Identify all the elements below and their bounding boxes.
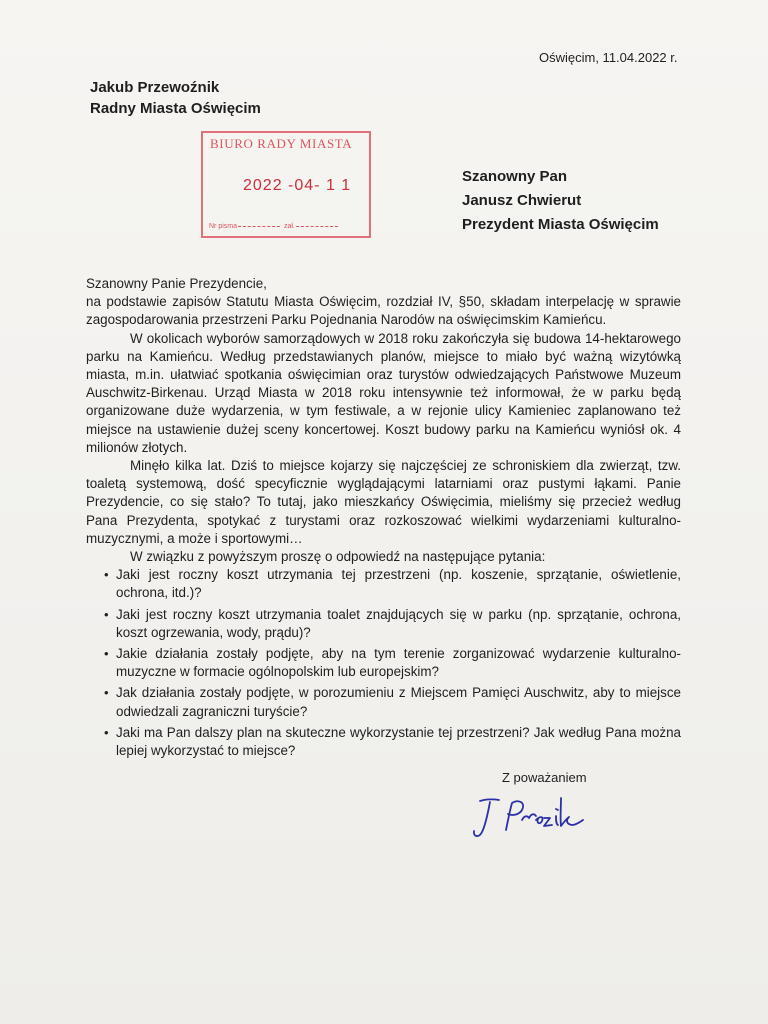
closing-phrase: Z poważaniem bbox=[502, 770, 587, 785]
recipient-name: Janusz Chwierut bbox=[462, 192, 582, 209]
stamp-nr-label: Nr pisma bbox=[209, 223, 238, 230]
question-intro: W związku z powyższym proszę o odpowiedź na następujące pytania: bbox=[130, 549, 546, 565]
stamp-title: BIURO RADY MIASTA bbox=[210, 136, 353, 151]
question-text: Jak działania zostały podjęte, w porozumieniu z Miejscem Pamięci Auschwitz, aby to miejsce odwiedzali zagraniczni turyście? bbox=[116, 685, 681, 719]
question-text: Jaki jest roczny koszt utrzymania tej przestrzeni (np. koszenie, sprzątanie, oświetlenie, ochrona, itd.)? bbox=[116, 567, 681, 601]
paragraph-current-state: Minęło kilka lat. Dziś to miejsce kojarzy się najczęściej ze schroniskiem dla zwierząt, tzw. toaletą systemową, dość specyficznie wyglądającymi latarniami oraz pustymi łąkami. Panie Prezydencie, co się stało? To tutaj, jako mieszkańcy Oświęcimia, mieliśmy się przecież według Pana Prezydenta, spotykać z turystami oraz rozkoszować wielkimi wydarzeniami kulturalno-muzycznymi, a może i sportowymi… bbox=[86, 458, 681, 546]
stamp-footer bbox=[209, 223, 340, 230]
stamp-zal-label: zał. bbox=[283, 223, 295, 230]
author-name: Jakub Przewoźnik bbox=[90, 79, 220, 96]
bullet-icon: • bbox=[104, 685, 109, 701]
bullet-icon: • bbox=[104, 606, 109, 622]
bullet-icon: • bbox=[104, 646, 109, 662]
stamp-zal-line bbox=[296, 226, 338, 227]
date-line: Oświęcim, 11.04.2022 r. bbox=[539, 50, 678, 65]
stamp-nr-line bbox=[238, 226, 280, 227]
question-list bbox=[86, 566, 681, 760]
question-text: Jakie działania zostały podjęte, aby na tym terenie zorganizować wydarzenie kulturalno-muzyczne w formacie ogólnopolskim lub europejskim? bbox=[116, 646, 681, 680]
letter-body bbox=[86, 275, 681, 763]
office-stamp bbox=[201, 131, 371, 238]
question-text: Jaki jest roczny koszt utrzymania toalet znajdujących się w parku (np. sprzątanie, ochrona, koszt ogrzewania, wody, prądu)? bbox=[116, 606, 681, 640]
recipient-block bbox=[462, 165, 659, 237]
bullet-icon: • bbox=[104, 724, 109, 740]
question-item bbox=[86, 606, 681, 642]
greeting: Szanowny Panie Prezydencie, bbox=[86, 276, 267, 291]
question-text: Jaki ma Pan dalszy plan na skuteczne wykorzystanie tej przestrzeni? Jak według Pana można lepiej wykorzystać to miejsce? bbox=[116, 724, 681, 759]
stamp-date: 2022 -04- 1 1 bbox=[243, 177, 352, 194]
paragraph-park-construction: W okolicach wyborów samorządowych w 2018 roku zakończyła się budowa 14-hektarowego parku na Kamieńcu. Według przedstawianych planów, miejsce to miało być ważną wizytówką miasta, m.in. ułatwiać spotkania oświęcimian oraz turystów odwiedzających Państwowe Muzeum Auschwitz-Birkenau. Urząd Miasta w 2018 roku intensywnie też informował, że w parku będą organizowane duże wydarzenia, w tym festiwale, a w rejonie ulicy Kamieniec zaplanowano też miejsce na ustawienie dużej sceny koncertowej. Koszt budowy parku na Kamieńcu wyniósł ok. 4 milionów złotych. bbox=[86, 330, 681, 455]
question-item bbox=[86, 724, 681, 760]
handwritten-signature bbox=[468, 790, 593, 845]
question-item bbox=[86, 566, 681, 602]
author-block bbox=[90, 77, 261, 119]
intro-paragraph: na podstawie zapisów Statutu Miasta Oświęcim, rozdział IV, §50, składam interpelację w sprawie zagospodarowania przestrzeni Parku Pojednania Narodów na oświęcimskim Kamieńcu. bbox=[86, 294, 681, 328]
question-item bbox=[86, 645, 681, 681]
author-title: Radny Miasta Oświęcim bbox=[90, 100, 261, 117]
question-item bbox=[86, 684, 681, 720]
bullet-icon: • bbox=[104, 567, 109, 583]
recipient-salutation: Szanowny Pan bbox=[462, 168, 568, 185]
recipient-title: Prezydent Miasta Oświęcim bbox=[462, 216, 659, 233]
